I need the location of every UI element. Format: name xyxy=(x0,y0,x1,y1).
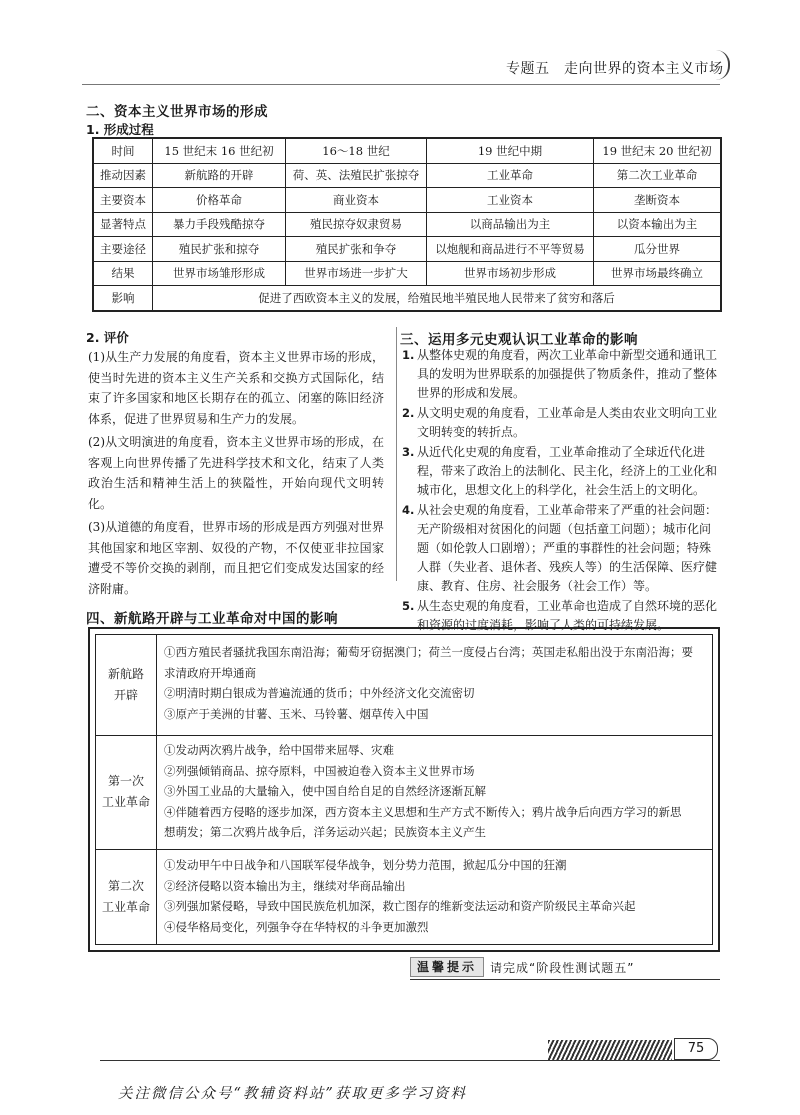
impact-table xyxy=(88,627,720,952)
row-label: 第二次 工业革命 xyxy=(96,849,157,944)
page-number: 75 xyxy=(674,1038,718,1060)
table-row xyxy=(96,635,712,736)
table-cell: 商业资本 xyxy=(286,188,427,213)
column-header: 19 世纪末 20 世纪初 xyxy=(594,138,722,163)
formation-table xyxy=(92,137,722,312)
row-content: ①发动两次鸦片战争，给中国带来屈辱、灾难 ②列强倾销商品、掠夺原料，中国被迫卷入资本主义世界市场 ③外国工业品的大量输入，使中国自给自足的自然经济逐渐瓦解 ④伴随着西方侵略的逐步加深，西方资本主义思想和生产方式不断传入；鸦片战争后向西方学习的新思 想萌发；第二次鸦片战争后，洋务运动兴起；民族资本主义产生 xyxy=(164,743,682,839)
table-cell: 工业革命 xyxy=(427,163,594,188)
table-cell: 主要资本 xyxy=(93,188,153,213)
table-row xyxy=(93,261,721,286)
list-item: 1. 从整体史观的角度看，两次工业革命中新型交通和通讯工具的发明为世界联系的加强提供了物质条件，推动了整体世界的形成和发展。 xyxy=(402,348,718,400)
table-cell: 以商品输出为主 xyxy=(427,212,594,237)
table-row xyxy=(93,286,721,311)
section3-title: 三、运用多元史观认识工业革命的影响 xyxy=(400,332,638,348)
table-cell: 影响 xyxy=(93,286,153,311)
table-cell: 垄断资本 xyxy=(594,188,722,213)
row-content: ①发动甲午中日战争和八国联军侵华战争，划分势力范围，掀起瓜分中国的狂潮 ②经济侵略以资本输出为主，继续对华商品输出 ③列强加紧侵略，导致中国民族危机加深，救亡图存的维新变法运动和资产阶级民主革命兴起 ④侵华格局变化，列强争夺在华特权的斗争更加激烈 xyxy=(164,858,636,934)
table-cell: 显著特点 xyxy=(93,212,153,237)
table-cell: 世界市场雏形形成 xyxy=(153,261,286,286)
table-row xyxy=(93,237,721,262)
table-cell: 以资本输出为主 xyxy=(594,212,722,237)
page-number-decoration xyxy=(548,1040,672,1060)
footer-text: 关注微信公众号“教辅资料站”获取更多学习资料 xyxy=(118,1086,467,1102)
table-cell: 荷、英、法殖民扩张掠夺 xyxy=(286,163,427,188)
list-item: 2. 从文明史观的角度看，工业革命是人类由农业文明向工业文明转变的转折点。 xyxy=(402,406,718,439)
table-row xyxy=(96,735,712,850)
table-cell: 主要途径 xyxy=(93,237,153,262)
table-cell: 价格革命 xyxy=(153,188,286,213)
table-row xyxy=(93,163,721,188)
table-cell: 新航路的开辟 xyxy=(153,163,286,188)
table-row xyxy=(93,188,721,213)
footer-rule xyxy=(100,1060,720,1061)
table-cell: 世界市场进一步扩大 xyxy=(286,261,427,286)
column-header: 16～18 世纪 xyxy=(286,138,427,163)
table-row xyxy=(96,849,712,944)
tip-box xyxy=(410,957,634,977)
column-header: 15 世纪末 16 世纪初 xyxy=(153,138,286,163)
list-item: 5. 从生态史观的角度看，工业革命也造成了自然环境的恶化和资源的过度消耗，影响了人类的可持续发展。 xyxy=(402,599,718,632)
table-cell: 殖民扩张和掠夺 xyxy=(153,237,286,262)
table-cell: 瓜分世界 xyxy=(594,237,722,262)
row-content: ①西方殖民者骚扰我国东南沿海；葡萄牙窃据澳门；荷兰一度侵占台湾；英国走私船出没于东南沿海；要 求清政府开埠通商 ②明清时期白银成为普遍流通的货币；中外经济文化交流密切 ③原产于美洲的甘薯、玉米、马铃薯、烟草传入中国 xyxy=(164,645,693,721)
list-item: 3. 从近代化史观的角度看，工业革命推动了全球近代化进程，带来了政治上的法制化、民主化，经济上的工业化和城市化，思想文化上的科学化，社会生活上的文明化。 xyxy=(402,445,718,497)
table-row xyxy=(93,212,721,237)
header-decoration xyxy=(714,50,730,80)
row-label: 第一次 工业革命 xyxy=(96,735,157,849)
table-header-row xyxy=(93,138,721,163)
column-header: 时间 xyxy=(93,138,153,163)
table-cell: 以炮舰和商品进行不平等贸易 xyxy=(427,237,594,262)
table-cell: 促进了西欧资本主义的发展，给殖民地半殖民地人民带来了贫穷和落后 xyxy=(153,286,722,311)
table-cell: 殖民扩张和争夺 xyxy=(286,237,427,262)
tip-badge: 温馨提示 xyxy=(410,957,484,977)
column-divider xyxy=(396,327,397,581)
header-rule xyxy=(82,84,720,85)
evaluation-paragraph: (3)从道德的角度看，世界市场的形成是西方列强对世界其他国家和地区宰割、奴役的产物，不仅使亚非拉国家遭受不等价交换的剥削，而且把它们变成发达国家的经济附庸。 xyxy=(88,520,384,596)
table-cell: 暴力手段残酷掠夺 xyxy=(153,212,286,237)
column-header: 19 世纪中期 xyxy=(427,138,594,163)
header-title: 专题五 走向世界的资本主义市场 xyxy=(506,61,724,77)
table-cell: 结果 xyxy=(93,261,153,286)
table-cell: 工业资本 xyxy=(427,188,594,213)
section2-title: 二、资本主义世界市场的形成 xyxy=(86,104,268,120)
evaluation-text xyxy=(88,347,384,602)
table-cell: 推动因素 xyxy=(93,163,153,188)
evaluation-paragraph: (1)从生产力发展的角度看，资本主义世界市场的形成，使当时先进的资本主义生产关系和交换方式国际化，结束了许多国家和地区长期存在的孤立、闭塞的陈旧经济体系，促进了世界贸易和生产力的发展。 xyxy=(88,350,384,426)
evaluation-paragraph: (2)从文明演进的角度看，资本主义世界市场的形成，在客观上向世界传播了先进科学技术和文化，结束了人类政治生活和精神生活上的狭隘性，开始向现代文明转化。 xyxy=(88,435,384,511)
evaluation-label: 2. 评价 xyxy=(86,330,129,345)
row-label: 新航路 开辟 xyxy=(96,635,157,735)
tip-rule xyxy=(410,979,720,980)
list-item: 4. 从社会史观的角度看，工业革命带来了严重的社会问题：无产阶级相对贫困化的问题（包括童工问题）；城市化问题（如伦敦人口剧增）；严重的事群性的社会问题；特殊人群（失业者、退休者、残疾人等）的生活保障、医疗健康、教育、住房、社会服务（社会工作）等。 xyxy=(402,503,718,593)
formation-label: 1. 形成过程 xyxy=(86,122,154,137)
table-cell: 殖民掠夺奴隶贸易 xyxy=(286,212,427,237)
table-cell: 第二次工业革命 xyxy=(594,163,722,188)
table-cell: 世界市场最终确立 xyxy=(594,261,722,286)
section4-title: 四、新航路开辟与工业革命对中国的影响 xyxy=(86,611,338,627)
table-cell: 世界市场初步形成 xyxy=(427,261,594,286)
tip-text: 请完成“阶段性测试题五” xyxy=(490,960,635,975)
section3-list xyxy=(402,346,720,636)
